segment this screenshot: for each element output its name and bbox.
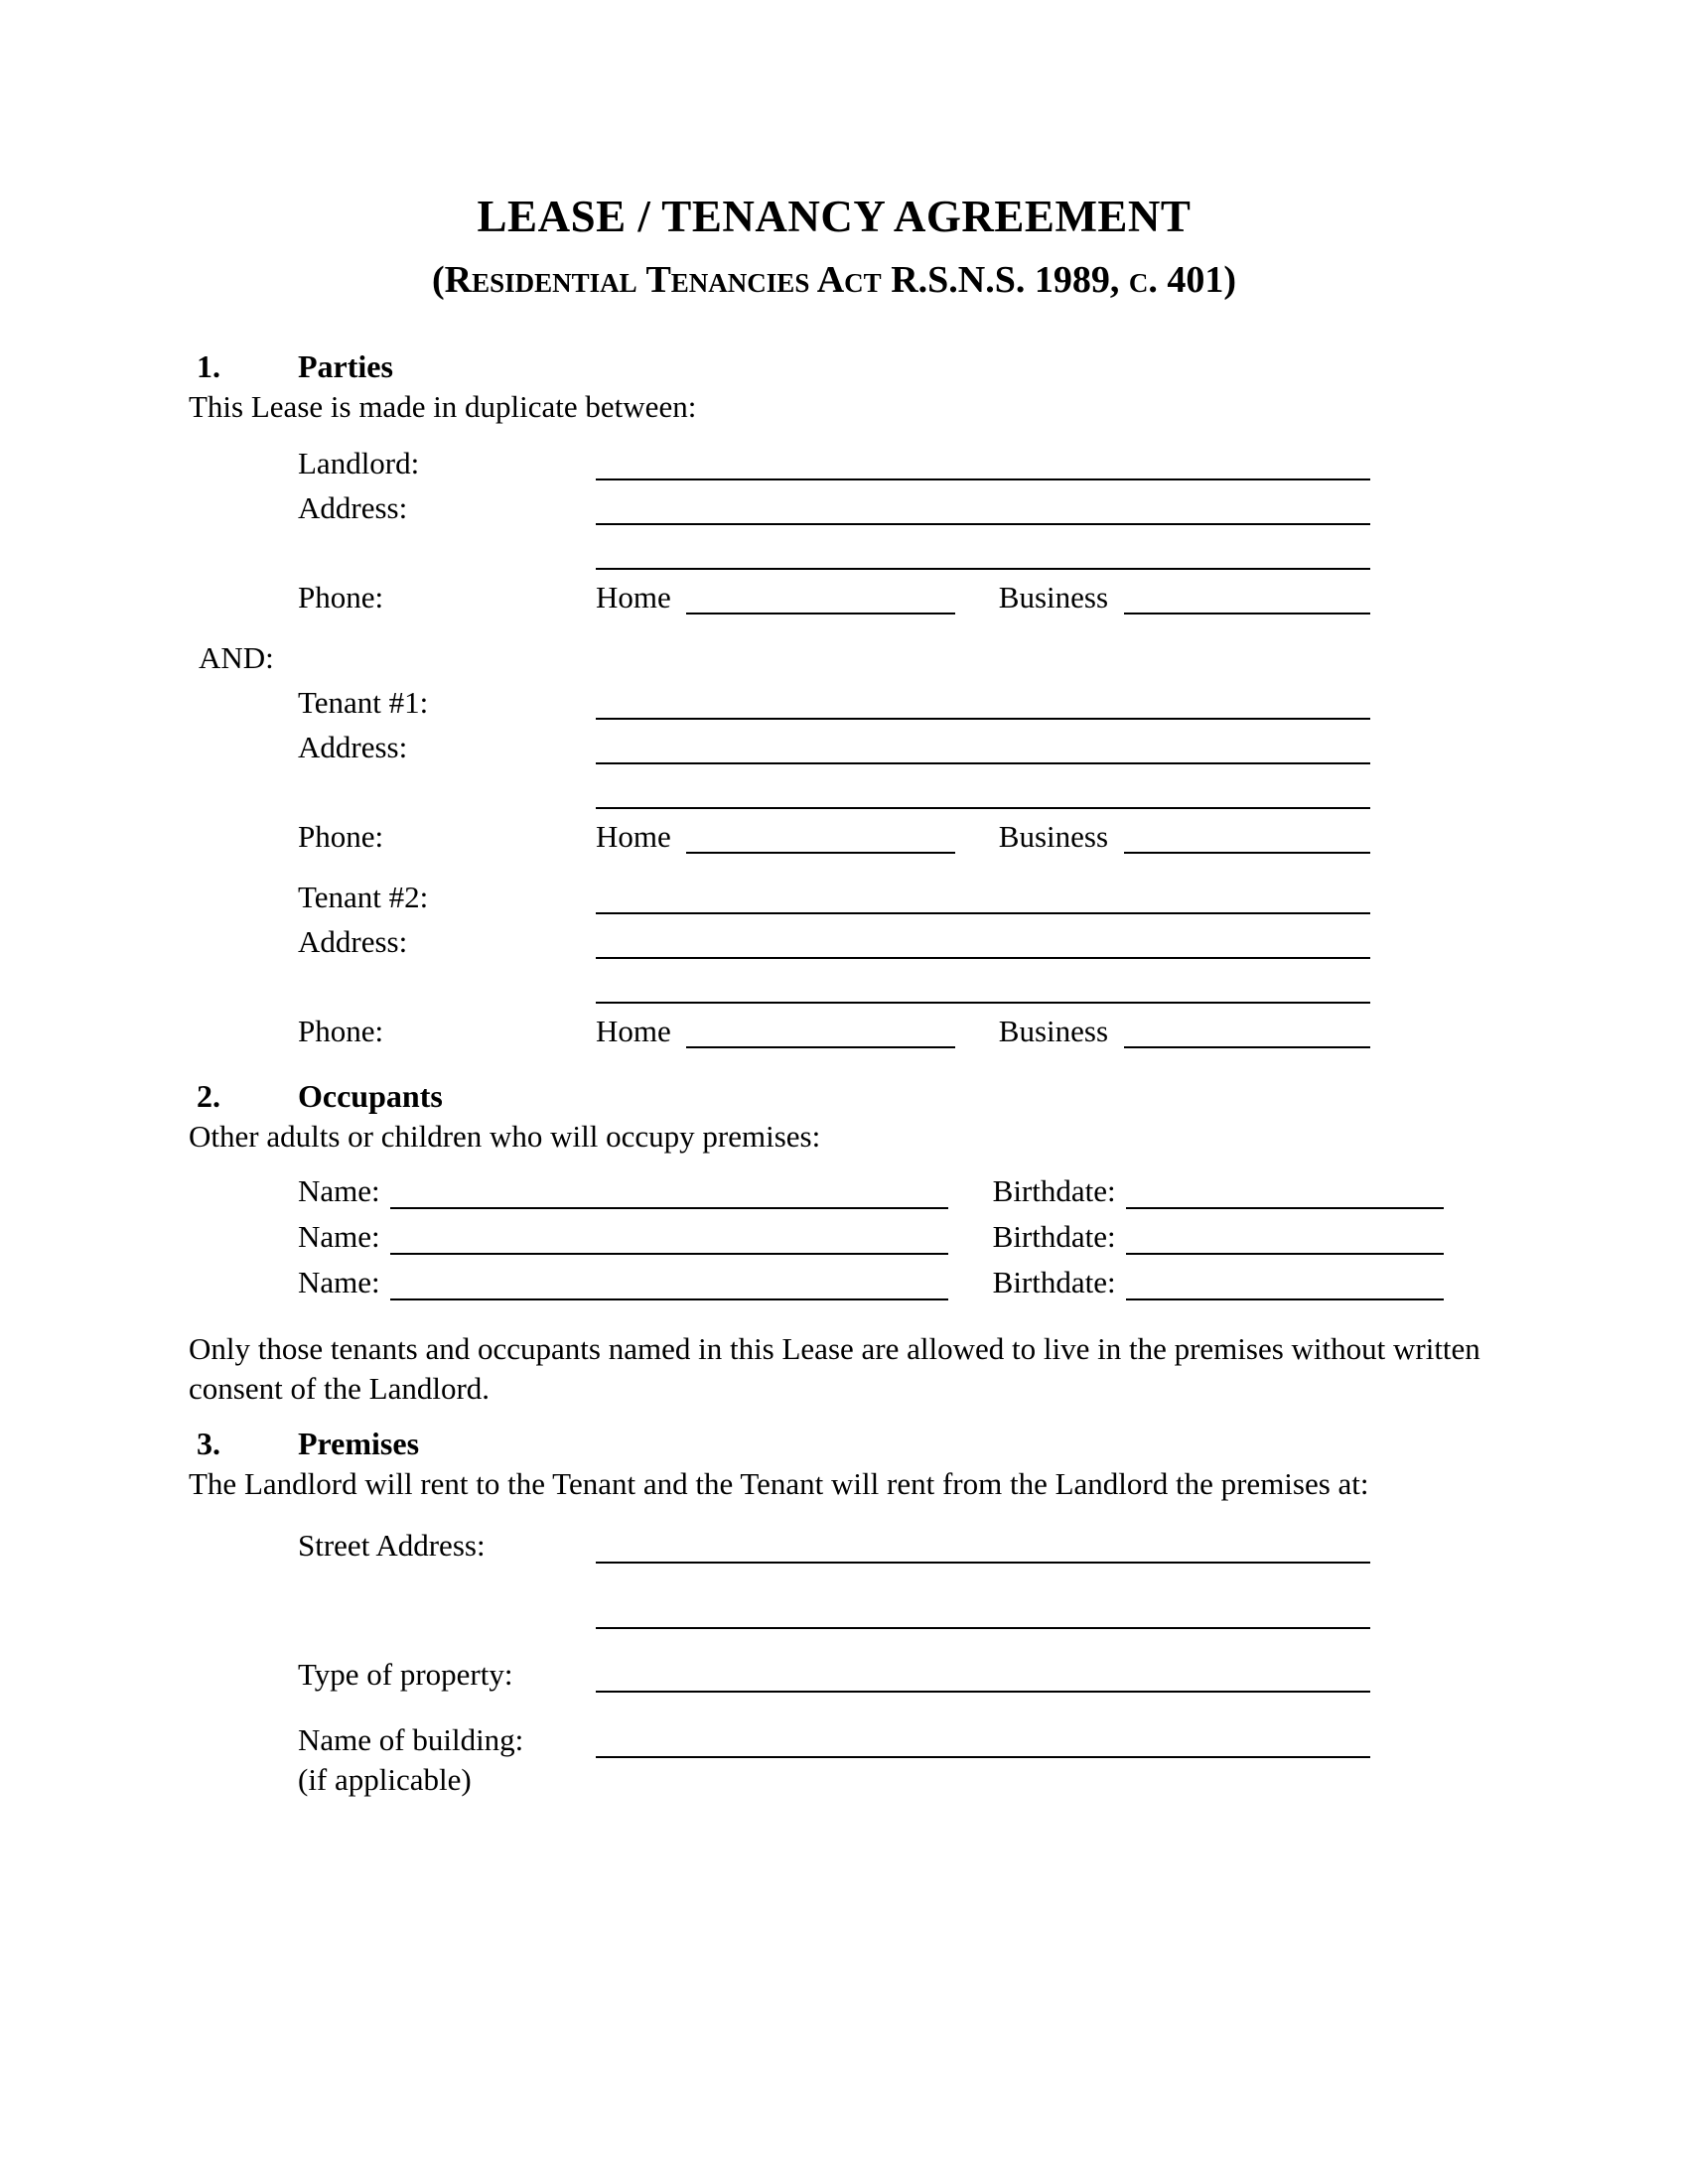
occupants-rows xyxy=(189,1168,1479,1305)
document-title: LEASE / TENANCY AGREEMENT xyxy=(477,192,1192,241)
occupant-1-birthdate-field[interactable] xyxy=(1126,1168,1444,1209)
section-premises-title: Premises xyxy=(298,1426,420,1461)
occupant-2-name-field[interactable] xyxy=(390,1214,948,1255)
occupant-row-2 xyxy=(189,1214,1479,1260)
occupant-1-name-field[interactable] xyxy=(390,1168,948,1209)
tenant1-business-phone-field[interactable] xyxy=(1124,814,1370,854)
occupant-3-birthdate-label: Birthdate: xyxy=(992,1265,1116,1299)
tenant2-phone-label: Phone: xyxy=(298,1014,384,1048)
landlord-address-field-2[interactable] xyxy=(596,530,1370,570)
tenant1-address-field-2[interactable] xyxy=(596,769,1370,809)
premises-block xyxy=(189,1526,1479,1800)
tenant2-name-row xyxy=(189,875,1479,919)
occupants-note-text: Only those tenants and occupants named in this Lease are allowed to live in the premises without written consent of the Landlord. xyxy=(189,1331,1480,1406)
tenant2-label: Tenant #2: xyxy=(298,880,429,914)
landlord-block xyxy=(189,441,1479,619)
document-subtitle: (Residential Tenancies Act R.S.N.S. 1989, c. 401) xyxy=(431,259,1236,301)
street-address-row-2 xyxy=(189,1591,1479,1629)
occupant-1-name-label: Name: xyxy=(298,1173,380,1208)
tenant2-address-label: Address: xyxy=(298,924,408,959)
landlord-business-phone-field[interactable] xyxy=(1124,575,1370,614)
tenant1-home-label: Home xyxy=(596,819,671,854)
landlord-address-field-1[interactable] xyxy=(596,485,1370,525)
tenant1-name-field[interactable] xyxy=(596,680,1370,720)
occupant-row-3 xyxy=(189,1260,1479,1305)
landlord-address-row xyxy=(189,485,1479,530)
section-occupants-number: 2. xyxy=(197,1078,220,1114)
tenant1-business-label: Business xyxy=(998,819,1109,854)
occupant-row-1 xyxy=(189,1168,1479,1214)
tenant2-address-row xyxy=(189,919,1479,964)
and-label: AND: xyxy=(199,640,274,675)
section-premises-heading xyxy=(189,1423,1479,1464)
landlord-business-label: Business xyxy=(998,580,1109,614)
tenant1-phone-row xyxy=(189,814,1479,859)
type-of-property-field[interactable] xyxy=(596,1655,1370,1693)
parties-intro-text: This Lease is made in duplicate between: xyxy=(189,389,697,424)
landlord-address-label: Address: xyxy=(298,490,408,525)
tenant1-label: Tenant #1: xyxy=(298,685,429,720)
landlord-phone-area xyxy=(596,575,1370,619)
street-address-field-1[interactable] xyxy=(596,1526,1370,1564)
occupant-2-birthdate-field[interactable] xyxy=(1126,1214,1444,1255)
tenant1-home-phone-field[interactable] xyxy=(686,814,955,854)
landlord-phone-row xyxy=(189,575,1479,619)
type-of-property-label: Type of property: xyxy=(298,1657,513,1692)
tenant1-address-row-2 xyxy=(189,769,1479,814)
occupant-1-birthdate-label: Birthdate: xyxy=(992,1173,1116,1208)
tenant1-block xyxy=(189,680,1479,859)
tenant2-address-spacer xyxy=(298,964,596,1009)
tenant2-home-label: Home xyxy=(596,1014,671,1048)
tenant2-name-field[interactable] xyxy=(596,875,1370,914)
if-applicable-note: (if applicable) xyxy=(298,1762,472,1797)
landlord-home-phone-field[interactable] xyxy=(686,575,955,614)
tenant1-name-row xyxy=(189,680,1479,725)
tenant2-business-phone-field[interactable] xyxy=(1124,1009,1370,1048)
tenant2-home-phone-field[interactable] xyxy=(686,1009,955,1048)
section-occupants-title: Occupants xyxy=(298,1078,443,1114)
tenant2-block xyxy=(189,875,1479,1053)
type-of-property-row xyxy=(189,1655,1479,1695)
landlord-home-label: Home xyxy=(596,580,671,614)
occupant-2-birthdate-label: Birthdate: xyxy=(992,1219,1116,1254)
tenant2-phone-row xyxy=(189,1009,1479,1053)
tenant1-address-row xyxy=(189,725,1479,769)
landlord-phone-label: Phone: xyxy=(298,580,384,614)
occupant-2-name-label: Name: xyxy=(298,1219,380,1254)
occupants-intro-text: Other adults or children who will occupy premises: xyxy=(189,1119,821,1154)
tenant2-address-field-2[interactable] xyxy=(596,964,1370,1004)
tenant2-phone-area xyxy=(596,1009,1370,1053)
tenant1-address-label: Address: xyxy=(298,730,408,764)
landlord-name-row xyxy=(189,441,1479,485)
tenant1-address-field-1[interactable] xyxy=(596,725,1370,764)
tenant1-address-spacer xyxy=(298,769,596,814)
landlord-address-spacer xyxy=(298,530,596,575)
landlord-address-row-2 xyxy=(189,530,1479,575)
section-occupants-heading xyxy=(189,1075,1479,1117)
premises-intro-text: The Landlord will rent to the Tenant and the Tenant will rent from the Landlord the premises at: xyxy=(189,1466,1369,1501)
occupant-3-name-field[interactable] xyxy=(390,1260,948,1300)
occupant-3-name-label: Name: xyxy=(298,1265,380,1299)
section-premises-number: 3. xyxy=(197,1426,220,1461)
street-address-field-2[interactable] xyxy=(596,1591,1370,1629)
section-parties-number: 1. xyxy=(197,348,220,384)
tenant2-address-row-2 xyxy=(189,964,1479,1009)
landlord-name-field[interactable] xyxy=(596,441,1370,480)
name-of-building-label: Name of building: xyxy=(298,1722,524,1757)
landlord-label: Landlord: xyxy=(298,446,420,480)
tenant2-address-field-1[interactable] xyxy=(596,919,1370,959)
name-of-building-label-group xyxy=(298,1720,596,1800)
tenant2-business-label: Business xyxy=(998,1014,1109,1048)
section-parties-title: Parties xyxy=(298,348,393,384)
section-parties-heading xyxy=(189,345,1479,387)
occupant-3-birthdate-field[interactable] xyxy=(1126,1260,1444,1300)
name-of-building-row xyxy=(189,1720,1479,1800)
name-of-building-field[interactable] xyxy=(596,1720,1370,1758)
street-address-row xyxy=(189,1526,1479,1566)
tenant1-phone-area xyxy=(596,814,1370,859)
street-address-label: Street Address: xyxy=(298,1528,486,1563)
tenant1-phone-label: Phone: xyxy=(298,819,384,854)
